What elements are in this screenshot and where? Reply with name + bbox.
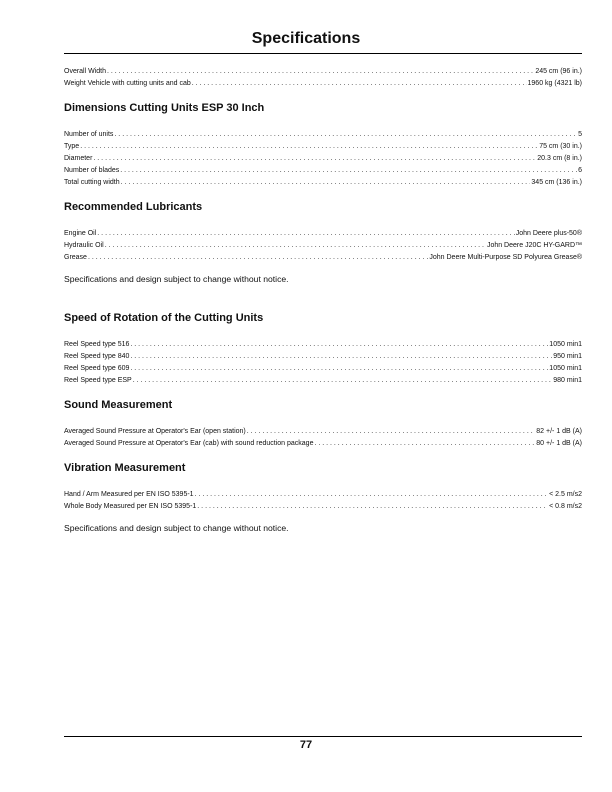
spec-row bbox=[64, 375, 582, 387]
leader-dots bbox=[120, 165, 577, 177]
spec-row bbox=[64, 339, 582, 351]
spec-label: Reel Speed type 840 bbox=[64, 353, 130, 360]
rotation-list bbox=[64, 339, 582, 387]
vibration-section bbox=[64, 461, 582, 534]
leader-dots bbox=[93, 153, 536, 165]
leader-dots bbox=[114, 129, 577, 141]
spec-value: 950 min1 bbox=[553, 353, 582, 360]
spec-label: Number of units bbox=[64, 131, 114, 138]
spec-row bbox=[64, 252, 582, 264]
leader-dots bbox=[80, 141, 538, 153]
page-title: Specifications bbox=[251, 30, 361, 47]
page-number: 77 bbox=[299, 739, 313, 751]
spec-value: 1050 min1 bbox=[549, 365, 582, 372]
spec-value: 5 bbox=[578, 131, 582, 138]
spec-row-weight bbox=[64, 78, 582, 90]
dimensions-section bbox=[64, 101, 582, 189]
spec-value: 980 min1 bbox=[553, 377, 582, 384]
leader-dots bbox=[130, 363, 548, 375]
leader-dots bbox=[97, 228, 514, 240]
spec-label: Averaged Sound Pressure at Operator's Ear (cab) with sound reduction package bbox=[64, 440, 314, 447]
spec-row bbox=[64, 489, 582, 501]
spec-value: 345 cm (136 in.) bbox=[531, 179, 582, 186]
dimensions-list bbox=[64, 129, 582, 189]
leader-dots bbox=[192, 78, 527, 90]
sound-list bbox=[64, 426, 582, 450]
section-heading: Vibration Measurement bbox=[64, 462, 186, 474]
spec-label: Diameter bbox=[64, 155, 93, 162]
spec-value: 1960 kg (4321 lb) bbox=[527, 80, 582, 87]
leader-dots bbox=[247, 426, 536, 438]
spec-label: Number of blades bbox=[64, 167, 120, 174]
footer-divider bbox=[64, 736, 582, 737]
spec-row bbox=[64, 177, 582, 189]
section-heading: Speed of Rotation of the Cutting Units bbox=[64, 312, 264, 324]
leader-dots bbox=[314, 438, 535, 450]
spec-row bbox=[64, 153, 582, 165]
spec-label: Hand / Arm Measured per EN ISO 5395-1 bbox=[64, 491, 194, 498]
spec-value: 75 cm (30 in.) bbox=[539, 143, 582, 150]
spec-label: Engine Oil bbox=[64, 230, 97, 237]
leader-dots bbox=[121, 177, 531, 189]
spec-label: Whole Body Measured per EN ISO 5395-1 bbox=[64, 503, 197, 510]
spec-row-overall-width bbox=[64, 66, 582, 78]
spec-value: 6 bbox=[578, 167, 582, 174]
leader-dots bbox=[130, 339, 548, 351]
leader-dots bbox=[133, 375, 552, 387]
spec-row bbox=[64, 501, 582, 513]
spec-label: Reel Speed type ESP bbox=[64, 377, 132, 384]
spec-label: Hydraulic Oil bbox=[64, 242, 104, 249]
vibration-list bbox=[64, 489, 582, 513]
general-specs-section bbox=[64, 66, 582, 90]
spec-label: Overall Width bbox=[64, 68, 107, 75]
spec-row bbox=[64, 228, 582, 240]
change-notice: Specifications and design subject to change without notice. bbox=[64, 274, 289, 284]
spec-row bbox=[64, 240, 582, 252]
leader-dots bbox=[107, 66, 534, 78]
spec-label: Averaged Sound Pressure at Operator's Ear (open station) bbox=[64, 428, 246, 435]
spec-label: Grease bbox=[64, 254, 87, 261]
spec-row bbox=[64, 165, 582, 177]
spec-row bbox=[64, 141, 582, 153]
spec-value: John Deere J20C HY-GARD™ bbox=[486, 242, 582, 249]
leader-dots bbox=[105, 240, 486, 252]
spec-label: Weight Vehicle with cutting units and cab bbox=[64, 80, 191, 87]
spec-row bbox=[64, 426, 582, 438]
spec-row bbox=[64, 129, 582, 141]
title-divider bbox=[64, 53, 582, 54]
leader-dots bbox=[197, 501, 548, 513]
change-notice: Specifications and design subject to change without notice. bbox=[64, 523, 289, 533]
section-heading: Dimensions Cutting Units ESP 30 Inch bbox=[64, 102, 265, 114]
page-content bbox=[64, 66, 582, 534]
spec-value: John Deere Multi-Purpose SD Polyurea Grease® bbox=[429, 254, 582, 261]
section-heading: Recommended Lubricants bbox=[64, 201, 203, 213]
spec-value: 1050 min1 bbox=[549, 341, 582, 348]
spec-label: Type bbox=[64, 143, 80, 150]
leader-dots bbox=[195, 489, 549, 501]
lubricants-section bbox=[64, 200, 582, 285]
rotation-section bbox=[64, 311, 582, 387]
sound-section bbox=[64, 398, 582, 450]
spec-value: 245 cm (96 in.) bbox=[535, 68, 582, 75]
spec-label: Total cutting width bbox=[64, 179, 120, 186]
spec-value: 80 +/- 1 dB (A) bbox=[536, 440, 582, 447]
lubricants-list bbox=[64, 228, 582, 264]
spec-row bbox=[64, 363, 582, 375]
spec-row bbox=[64, 438, 582, 450]
general-specs-list bbox=[64, 66, 582, 90]
spec-value: < 2.5 m/s2 bbox=[549, 491, 582, 498]
leader-dots bbox=[88, 252, 428, 264]
leader-dots bbox=[130, 351, 552, 363]
spec-value: John Deere plus-50® bbox=[515, 230, 582, 237]
spec-label: Reel Speed type 609 bbox=[64, 365, 130, 372]
spec-value: 20.3 cm (8 in.) bbox=[537, 155, 582, 162]
section-heading: Sound Measurement bbox=[64, 399, 173, 411]
spec-row bbox=[64, 351, 582, 363]
spec-value: < 0.8 m/s2 bbox=[549, 503, 582, 510]
spec-value: 82 +/- 1 dB (A) bbox=[536, 428, 582, 435]
spec-label: Reel Speed type 516 bbox=[64, 341, 130, 348]
